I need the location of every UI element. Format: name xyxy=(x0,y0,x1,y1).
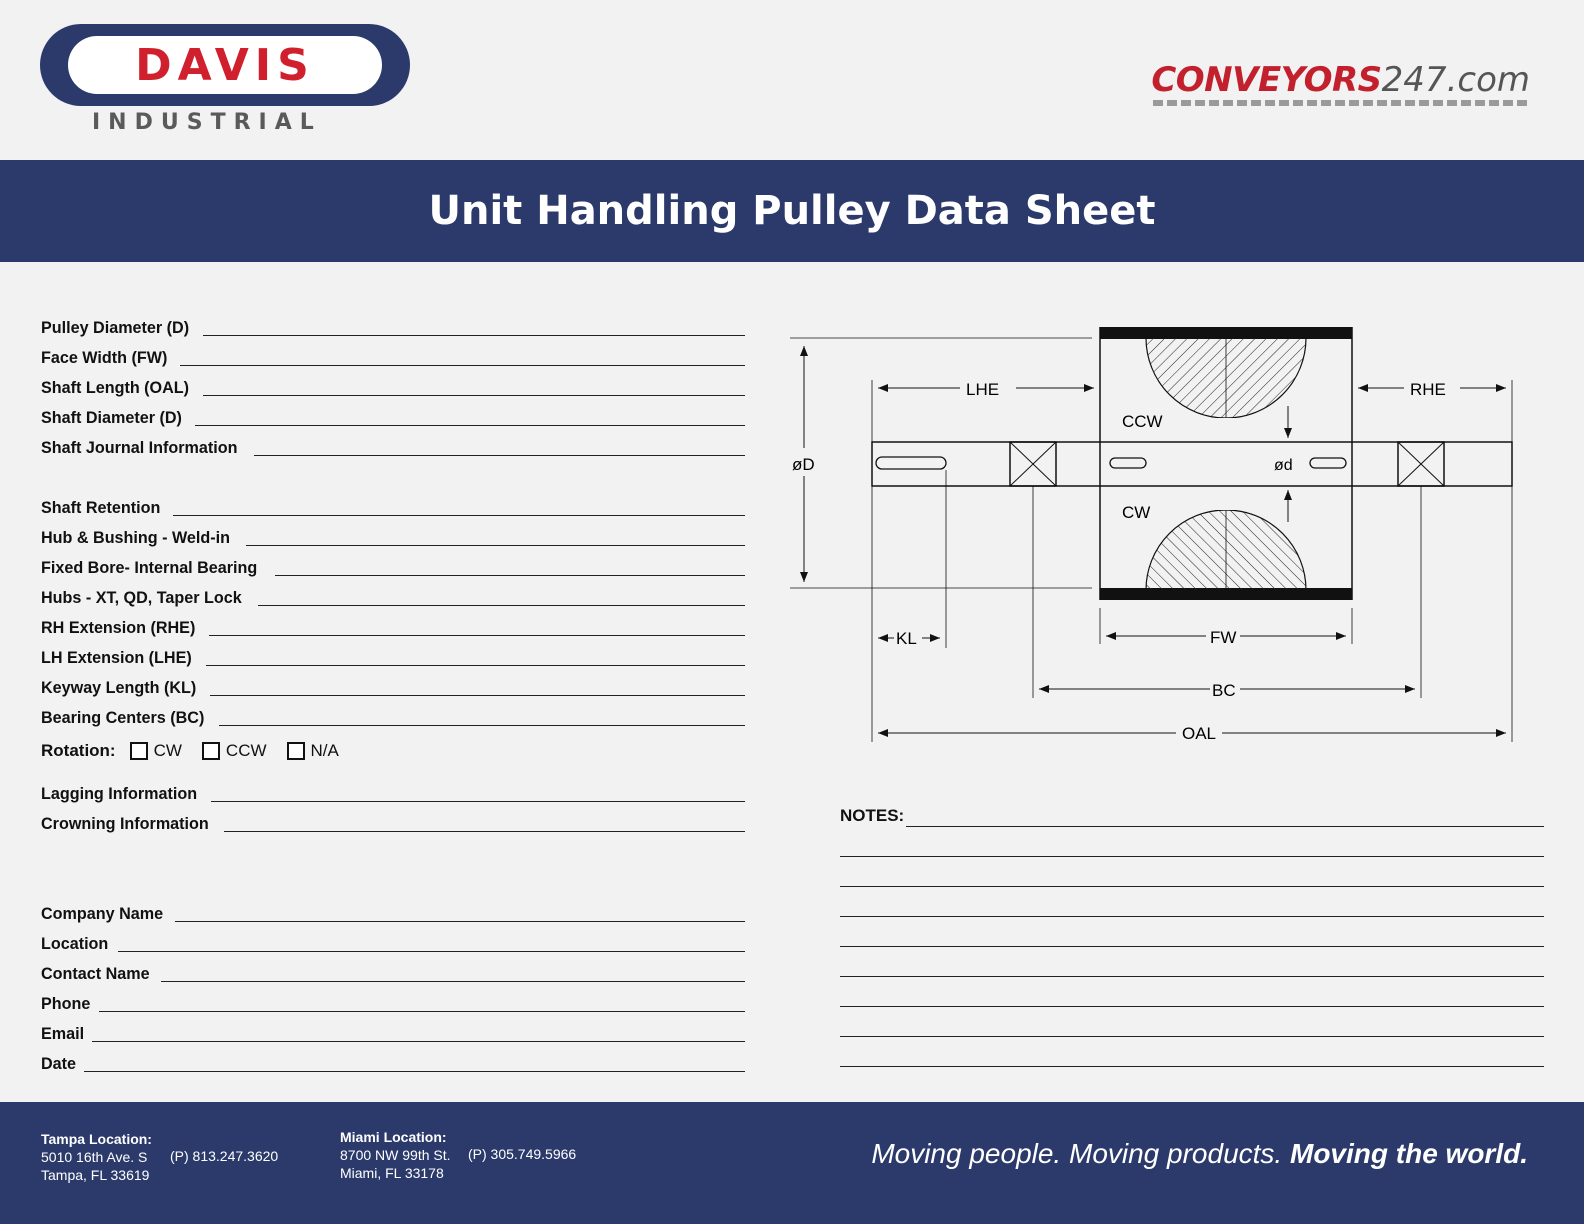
form-field-row xyxy=(41,986,745,1014)
dim-bc-label: BC xyxy=(1212,681,1236,700)
form-field-line[interactable] xyxy=(99,1011,745,1012)
form-field-line[interactable] xyxy=(254,455,745,456)
form-field-row xyxy=(41,310,745,338)
keyway-inner-right xyxy=(1310,458,1346,468)
form-field-row xyxy=(41,640,745,668)
form-field-line[interactable] xyxy=(210,695,745,696)
form-field-label: Keyway Length (KL) xyxy=(41,678,197,697)
form-field-line[interactable] xyxy=(206,665,745,666)
conveyors247-logo xyxy=(1151,60,1530,110)
form-field-row xyxy=(41,370,745,398)
conveyors-logo-word: CONVEYORS xyxy=(1151,60,1382,100)
tampa-phone: (P) 813.247.3620 xyxy=(170,1148,279,1164)
tagline-bold: Moving the world. xyxy=(1290,1138,1528,1169)
form-field-label: RH Extension (RHE) xyxy=(41,618,196,637)
form-field-label: Location xyxy=(41,934,109,953)
form-field-row xyxy=(41,896,745,924)
form-field-row xyxy=(41,776,745,804)
form-field-row xyxy=(41,926,745,954)
form-field-line[interactable] xyxy=(203,335,745,336)
form-field-label: Shaft Journal Information xyxy=(41,438,238,457)
form-field-label: Shaft Retention xyxy=(41,498,161,517)
form-field-label: Hubs - XT, QD, Taper Lock xyxy=(41,588,242,607)
notes-label: NOTES: xyxy=(840,806,905,825)
tagline-light: Moving people. Moving products. xyxy=(871,1138,1290,1169)
form-field-row xyxy=(41,580,745,608)
tagline xyxy=(871,1138,1528,1170)
logo-davis-word: DAVIS xyxy=(135,40,315,91)
form-field-label: Email xyxy=(41,1024,85,1043)
notes-line[interactable] xyxy=(840,856,1544,857)
miami-address-line2: Miami, FL 33178 xyxy=(340,1165,444,1181)
form-field-row xyxy=(41,956,745,984)
rotation-na-label: N/A xyxy=(310,741,339,760)
dim-lhe-label: LHE xyxy=(966,380,1000,399)
notes-line[interactable] xyxy=(840,1006,1544,1007)
rotation-na-checkbox[interactable] xyxy=(287,742,305,760)
tampa-address-line2: Tampa, FL 33619 xyxy=(41,1167,150,1183)
form-field-label: Hub & Bushing - Weld-in xyxy=(41,528,230,547)
form-field-line[interactable] xyxy=(219,725,745,726)
form-field-line[interactable] xyxy=(180,365,745,366)
form-field-row xyxy=(41,1046,745,1074)
davis-industrial-logo xyxy=(40,24,412,136)
notes-line[interactable] xyxy=(840,886,1544,887)
rotation-row xyxy=(41,738,355,764)
form-field-row xyxy=(41,520,745,548)
rotation-label: Rotation: xyxy=(41,741,116,760)
miami-heading: Miami Location: xyxy=(340,1129,447,1145)
form-field-line[interactable] xyxy=(175,921,745,922)
form-field-row xyxy=(41,340,745,368)
form-field-label: Crowning Information xyxy=(41,814,209,833)
form-field-line[interactable] xyxy=(275,575,745,576)
dim-dia-big-label: øD xyxy=(792,455,815,474)
notes-line[interactable] xyxy=(840,1066,1544,1067)
form-field-label: Phone xyxy=(41,994,91,1013)
bearing-left xyxy=(1010,442,1056,486)
form-field-label: Face Width (FW) xyxy=(41,348,168,367)
tampa-address xyxy=(41,1130,152,1184)
form-field-line[interactable] xyxy=(161,981,745,982)
form-field-label: Lagging Information xyxy=(41,784,198,803)
form-field-line[interactable] xyxy=(118,951,745,952)
title-band xyxy=(0,160,1584,262)
keyway-left xyxy=(876,457,946,469)
form-field-label: Shaft Diameter (D) xyxy=(41,408,182,427)
form-field-line[interactable] xyxy=(224,831,745,832)
form-field-row xyxy=(41,806,745,834)
form-field-row xyxy=(41,700,745,728)
drum-top-lagging xyxy=(1100,327,1352,339)
form-field-line[interactable] xyxy=(173,515,745,516)
notes-line[interactable] xyxy=(840,946,1544,947)
tampa-address-line1: 5010 16th Ave. S xyxy=(41,1149,148,1165)
form-field-row xyxy=(41,550,745,578)
form-field-line[interactable] xyxy=(211,801,745,802)
shaft xyxy=(872,442,1512,486)
form-field-line[interactable] xyxy=(246,545,745,546)
ccw-label: CCW xyxy=(1122,412,1163,431)
form-field-line[interactable] xyxy=(84,1071,745,1072)
form-field-label: Contact Name xyxy=(41,964,150,983)
dim-kl-label: KL xyxy=(896,629,917,648)
keyway-inner-left xyxy=(1110,458,1146,468)
form-field-row xyxy=(41,430,745,458)
notes-line[interactable] xyxy=(840,1036,1544,1037)
notes-line[interactable] xyxy=(906,826,1544,827)
form-field-row xyxy=(41,610,745,638)
notes-line[interactable] xyxy=(840,916,1544,917)
miami-address xyxy=(340,1128,451,1182)
rotation-ccw-label: CCW xyxy=(225,741,267,760)
form-field-line[interactable] xyxy=(203,395,745,396)
form-field-label: Date xyxy=(41,1054,77,1073)
page-title: Unit Handling Pulley Data Sheet xyxy=(428,188,1156,234)
form-field-line[interactable] xyxy=(92,1041,745,1042)
rotation-cw-checkbox[interactable] xyxy=(130,742,148,760)
dim-dia-small-label: ød xyxy=(1274,457,1293,474)
tampa-heading: Tampa Location: xyxy=(41,1131,152,1147)
form-field-line[interactable] xyxy=(209,635,745,636)
form-field-row xyxy=(41,400,745,428)
footer xyxy=(0,1102,1584,1224)
pulley-diagram xyxy=(792,318,1540,758)
miami-address-line1: 8700 NW 99th St. xyxy=(340,1147,451,1163)
form-field-row xyxy=(41,1016,745,1044)
bearing-right xyxy=(1398,442,1444,486)
conveyors-logo-stripe xyxy=(1153,100,1530,106)
dim-fw-label: FW xyxy=(1210,628,1237,647)
conveyors-logo-domain: 247.com xyxy=(1381,60,1530,100)
form-field-line[interactable] xyxy=(258,605,745,606)
rotation-cw-label: CW xyxy=(153,741,182,760)
form-field-label: Pulley Diameter (D) xyxy=(41,318,190,337)
top-hub-section xyxy=(1146,258,1306,418)
form-field-row xyxy=(41,670,745,698)
notes-line[interactable] xyxy=(840,976,1544,977)
form-field-label: Fixed Bore- Internal Bearing xyxy=(41,558,258,577)
logo-industrial-word: INDUSTRIAL xyxy=(92,110,322,135)
form-field-label: Bearing Centers (BC) xyxy=(41,708,205,727)
form-field-label: Shaft Length (OAL) xyxy=(41,378,190,397)
form-field-line[interactable] xyxy=(195,425,745,426)
rotation-ccw-checkbox[interactable] xyxy=(202,742,220,760)
cw-label: CW xyxy=(1122,503,1151,522)
form-field-label: LH Extension (LHE) xyxy=(41,648,192,667)
form-field-row xyxy=(41,490,745,518)
miami-phone: (P) 305.749.5966 xyxy=(468,1146,577,1162)
dim-oal-label: OAL xyxy=(1182,724,1217,743)
dim-rhe-label: RHE xyxy=(1410,380,1446,399)
form-field-label: Company Name xyxy=(41,904,164,923)
